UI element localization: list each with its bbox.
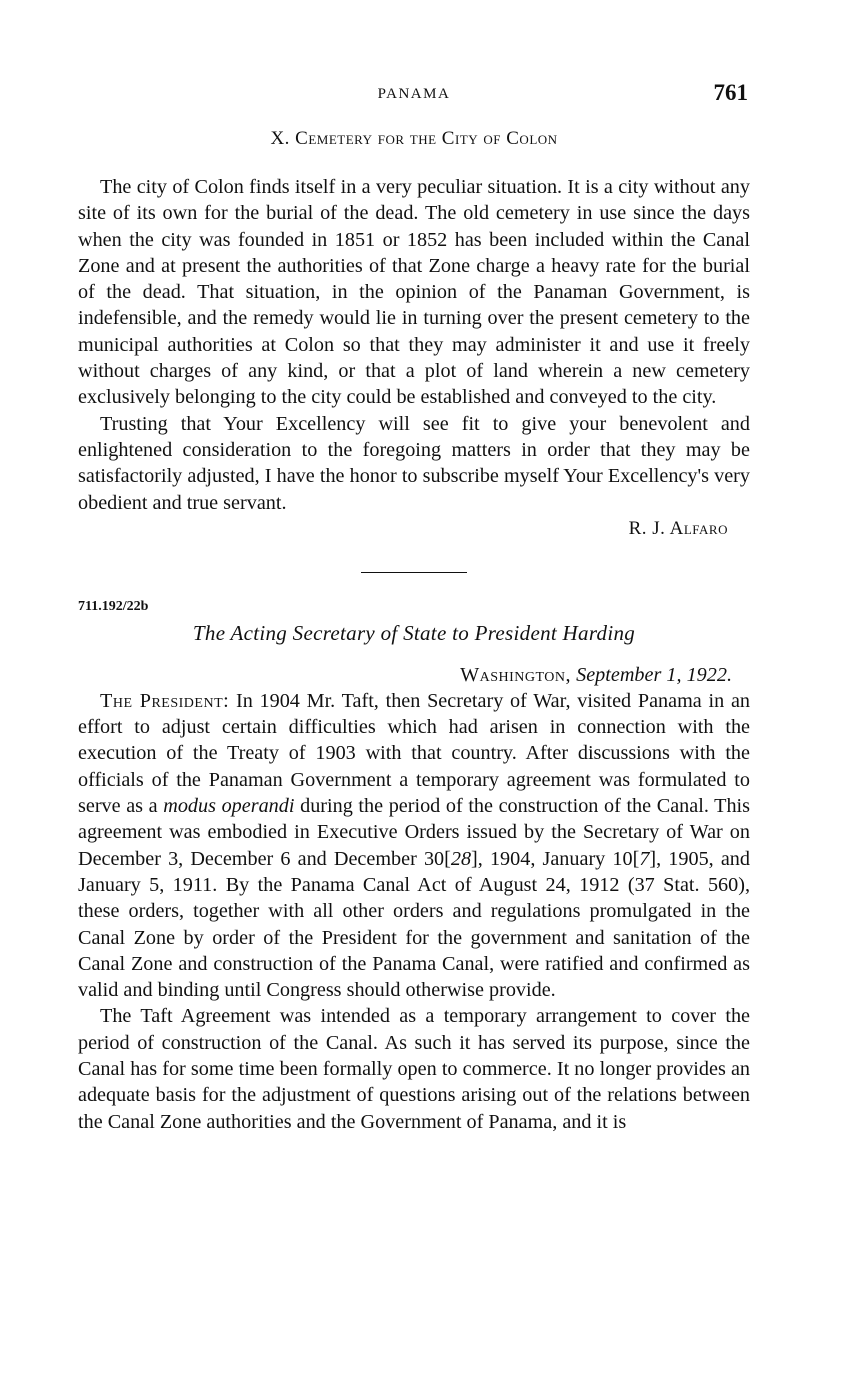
section-heading: X. Cemetery for the City of Colon: [270, 128, 558, 149]
section-paragraph-2: Trusting that Your Excellency will see fit to give your benevolent and enlightened consideration to the foregoing matters in order that they may be satisfactorily adjusted, I have the honor to subscribe myself Your Excellency's very obedient and true servant.: [78, 412, 750, 514]
salutation: The President:: [100, 689, 230, 712]
dateline-date: September 1, 1922.: [576, 663, 732, 686]
editorial-correction-1: 28: [450, 847, 472, 870]
file-number: 711.192/22b: [78, 598, 149, 614]
signature: R. J. Alfaro: [628, 517, 728, 539]
dateline: [78, 662, 732, 688]
editorial-correction-2: 7: [639, 847, 650, 870]
letter-paragraph-1: [78, 688, 750, 1004]
running-head: [78, 78, 750, 114]
document-title: The Acting Secretary of State to President Harding: [192, 620, 636, 645]
dateline-place: Washington,: [460, 663, 572, 686]
section-divider: [361, 572, 467, 573]
letter-text-a: In 1904 Mr. Taft, then Secretary of War, visited Panama in an effort to adjust certain difficulties which had arisen in connection with the execution of the Treaty of 1903 with that country. After discussions with the officials of the Panaman Government a temporary agreement was formulated to serve as a: [78, 689, 750, 818]
letter-text-b: during the period of the construction of the Canal. This agreement was embodied in Executive Orders issued by the Secretary of War on December 3, December 6 and December 30[: [78, 795, 751, 870]
page: [78, 78, 750, 1135]
running-title: PANAMA: [377, 86, 451, 102]
section-paragraph-1: The city of Colon finds itself in a very peculiar situation. It is a city without any site of its own for the burial of the dead. The old cemetery in use since the days when the city was founded in 1851 or 1852 has been included within the Canal Zone and at present the authorities of that Zone charge a heavy rate for the burial of the dead. That situation, in the opinion of the Panaman Government, is indefensible, and the remedy would lie in turning over the present cemetery to the municipal authorities at Colon so that they may administer it and use it freely without charges of any kind, or that a plot of land wherein a new cemetery exclusively belonging to the city could be established and conveyed to the city.: [78, 176, 750, 409]
letter-italic-term: modus operandi: [163, 795, 295, 818]
page-number: 761: [713, 80, 748, 105]
letter-text-c: ], 1904, January 10[: [471, 847, 640, 870]
letter-text-d: ], 1905, and January 5, 1911. By the Panama Canal Act of August 24, 1912 (37 Stat. 560), these orders, together with all other orders and regulations promulgated in the Canal Zone by order of the President for the government and sanitation of the Canal Zone and construction of the Panama Canal, were ratified and confirmed as valid and binding until Congress should otherwise provide.: [78, 847, 750, 1002]
letter-paragraph-2: The Taft Agreement was intended as a temporary arrangement to cover the period of construction of the Canal. As such it has served its purpose, since the Canal has for some time been formally open to commerce. It no longer provides an adequate basis for the adjustment of questions arising out of the relations between the Canal Zone authorities and the Government of Panama, and it is: [78, 1005, 750, 1133]
